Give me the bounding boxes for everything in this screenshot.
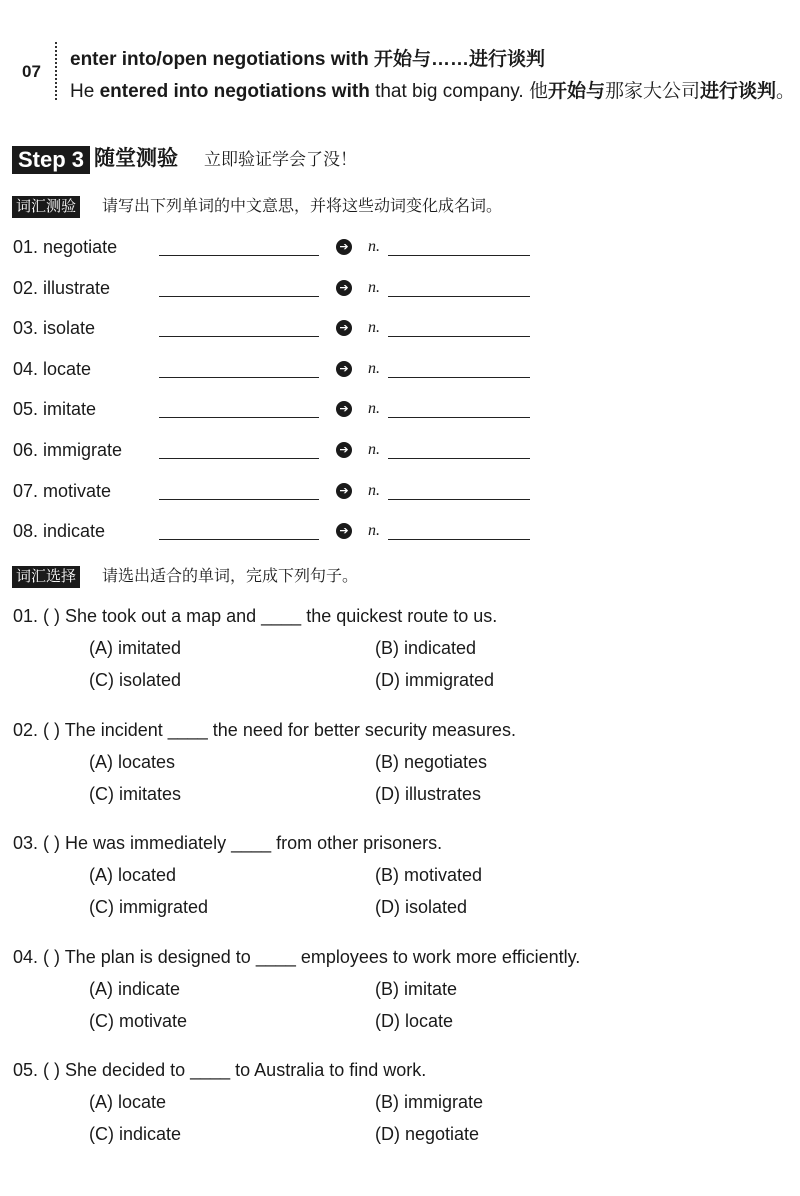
arrow-right-icon: ➔ bbox=[336, 280, 352, 296]
option-a[interactable]: (A) located bbox=[89, 865, 177, 885]
vocab-test-instruction: 请写出下列单词的中文意思，并将这些动词变化成名词。 bbox=[102, 198, 503, 215]
example-cn-mid: 那家大公司 bbox=[604, 81, 700, 102]
question-item bbox=[13, 604, 773, 696]
arrow-right-icon: ➔ bbox=[336, 483, 352, 499]
noun-blank[interactable] bbox=[388, 458, 530, 459]
vocab-row bbox=[13, 276, 573, 306]
noun-blank[interactable] bbox=[388, 417, 530, 418]
option-c[interactable]: (C) motivate bbox=[89, 1010, 188, 1031]
phrase-example bbox=[70, 76, 795, 103]
noun-blank[interactable] bbox=[388, 377, 530, 378]
noun-label: n. bbox=[368, 278, 380, 296]
vocab-row bbox=[13, 316, 573, 346]
question-item bbox=[13, 945, 773, 1037]
noun-label: n. bbox=[368, 441, 380, 458]
option-c[interactable]: (C) indicate bbox=[89, 1124, 182, 1144]
option-c[interactable]: (C) isolated bbox=[89, 670, 182, 690]
question-stem: 02. ( ) The incident ____ the need for better security measures. bbox=[13, 719, 516, 740]
noun-label: n. bbox=[368, 359, 380, 377]
option-a[interactable]: (A) locate bbox=[89, 1092, 167, 1112]
vocab-row bbox=[13, 357, 573, 387]
noun-blank[interactable] bbox=[388, 255, 530, 256]
noun-label: n. bbox=[368, 481, 380, 499]
arrow-right-icon: ➔ bbox=[336, 442, 352, 458]
meaning-blank[interactable] bbox=[159, 255, 319, 256]
arrow-right-icon: ➔ bbox=[336, 523, 352, 539]
vocab-row bbox=[13, 519, 573, 549]
option-c[interactable]: (C) immigrated bbox=[89, 897, 209, 917]
arrow-right-icon: ➔ bbox=[336, 361, 352, 377]
question-item bbox=[13, 718, 773, 810]
phrase-number: 07 bbox=[22, 62, 41, 81]
noun-label: n. bbox=[368, 319, 380, 337]
meaning-blank[interactable] bbox=[159, 458, 319, 459]
example-bold: entered into negotiations with bbox=[99, 81, 370, 102]
question-item bbox=[13, 831, 773, 923]
option-d[interactable]: (D) immigrated bbox=[375, 670, 495, 690]
example-cn-end: 。 bbox=[776, 81, 796, 102]
option-b[interactable]: (B) negotiates bbox=[375, 751, 488, 772]
vocab-word: 03. isolate bbox=[13, 318, 96, 339]
vocab-row bbox=[13, 479, 573, 509]
option-a[interactable]: (A) imitated bbox=[89, 638, 182, 658]
step-subtitle: 立即验证学会了没！ bbox=[204, 150, 357, 169]
noun-label: n. bbox=[368, 238, 380, 255]
option-b[interactable]: (B) immigrate bbox=[375, 1092, 484, 1112]
vocab-word: 08. indicate bbox=[13, 521, 106, 542]
question-item bbox=[13, 1058, 773, 1150]
meaning-blank[interactable] bbox=[159, 296, 319, 297]
option-b[interactable]: (B) indicated bbox=[375, 638, 477, 658]
vocab-choice-tag: 词汇选择 bbox=[12, 566, 80, 588]
vocab-word: 07. motivate bbox=[13, 480, 112, 501]
meaning-blank[interactable] bbox=[159, 377, 319, 378]
example-rest: that big company. 他 bbox=[369, 81, 548, 102]
vocab-word: 02. illustrate bbox=[13, 277, 111, 298]
vocab-row bbox=[13, 438, 573, 468]
example-cn-bold2: 进行谈判 bbox=[699, 81, 776, 102]
vocab-row bbox=[13, 235, 573, 265]
vocab-word: 04. locate bbox=[13, 358, 92, 379]
option-b[interactable]: (B) motivated bbox=[375, 865, 483, 885]
meaning-blank[interactable] bbox=[159, 417, 319, 418]
vocab-word: 06. immigrate bbox=[13, 440, 123, 460]
option-d[interactable]: (D) illustrates bbox=[375, 783, 482, 804]
option-a[interactable]: (A) indicate bbox=[89, 978, 181, 999]
noun-blank[interactable] bbox=[388, 336, 530, 337]
option-a[interactable]: (A) locates bbox=[89, 751, 176, 772]
option-b[interactable]: (B) imitate bbox=[375, 978, 458, 999]
step-title: 随堂测验 bbox=[94, 147, 178, 170]
arrow-right-icon: ➔ bbox=[336, 401, 352, 417]
option-d[interactable]: (D) locate bbox=[375, 1010, 454, 1031]
noun-blank[interactable] bbox=[388, 499, 530, 500]
phrase-divider bbox=[55, 42, 57, 100]
option-d[interactable]: (D) negotiate bbox=[375, 1124, 480, 1144]
question-stem: 03. ( ) He was immediately ____ from other prisoners. bbox=[13, 833, 443, 853]
meaning-blank[interactable] bbox=[159, 499, 319, 500]
noun-label: n. bbox=[368, 522, 380, 540]
noun-blank[interactable] bbox=[388, 296, 530, 297]
noun-label: n. bbox=[368, 400, 380, 418]
arrow-right-icon: ➔ bbox=[336, 320, 352, 336]
meaning-blank[interactable] bbox=[159, 336, 319, 337]
vocab-row bbox=[13, 397, 573, 427]
vocab-word: 05. imitate bbox=[13, 399, 97, 420]
question-stem: 05. ( ) She decided to ____ to Australia to find work. bbox=[13, 1060, 427, 1080]
arrow-right-icon: ➔ bbox=[336, 239, 352, 255]
vocab-word: 01. negotiate bbox=[13, 237, 118, 257]
step-badge: Step 3 bbox=[12, 146, 90, 174]
noun-blank[interactable] bbox=[388, 539, 530, 540]
vocab-choice-instruction: 请选出适合的单词，完成下列句子。 bbox=[102, 568, 359, 585]
meaning-blank[interactable] bbox=[159, 539, 319, 540]
example-prefix: He bbox=[70, 81, 100, 102]
phrase-headword: enter into/open negotiations with 开始与……进行谈判 bbox=[70, 49, 545, 70]
vocab-test-tag: 词汇测验 bbox=[12, 196, 80, 218]
question-stem: 04. ( ) The plan is designed to ____ employees to work more efficiently. bbox=[13, 946, 581, 967]
option-c[interactable]: (C) imitates bbox=[89, 783, 182, 804]
example-cn-bold1: 开始与 bbox=[547, 81, 605, 102]
option-d[interactable]: (D) isolated bbox=[375, 897, 468, 917]
question-stem: 01. ( ) She took out a map and ____ the quickest route to us. bbox=[13, 606, 498, 626]
